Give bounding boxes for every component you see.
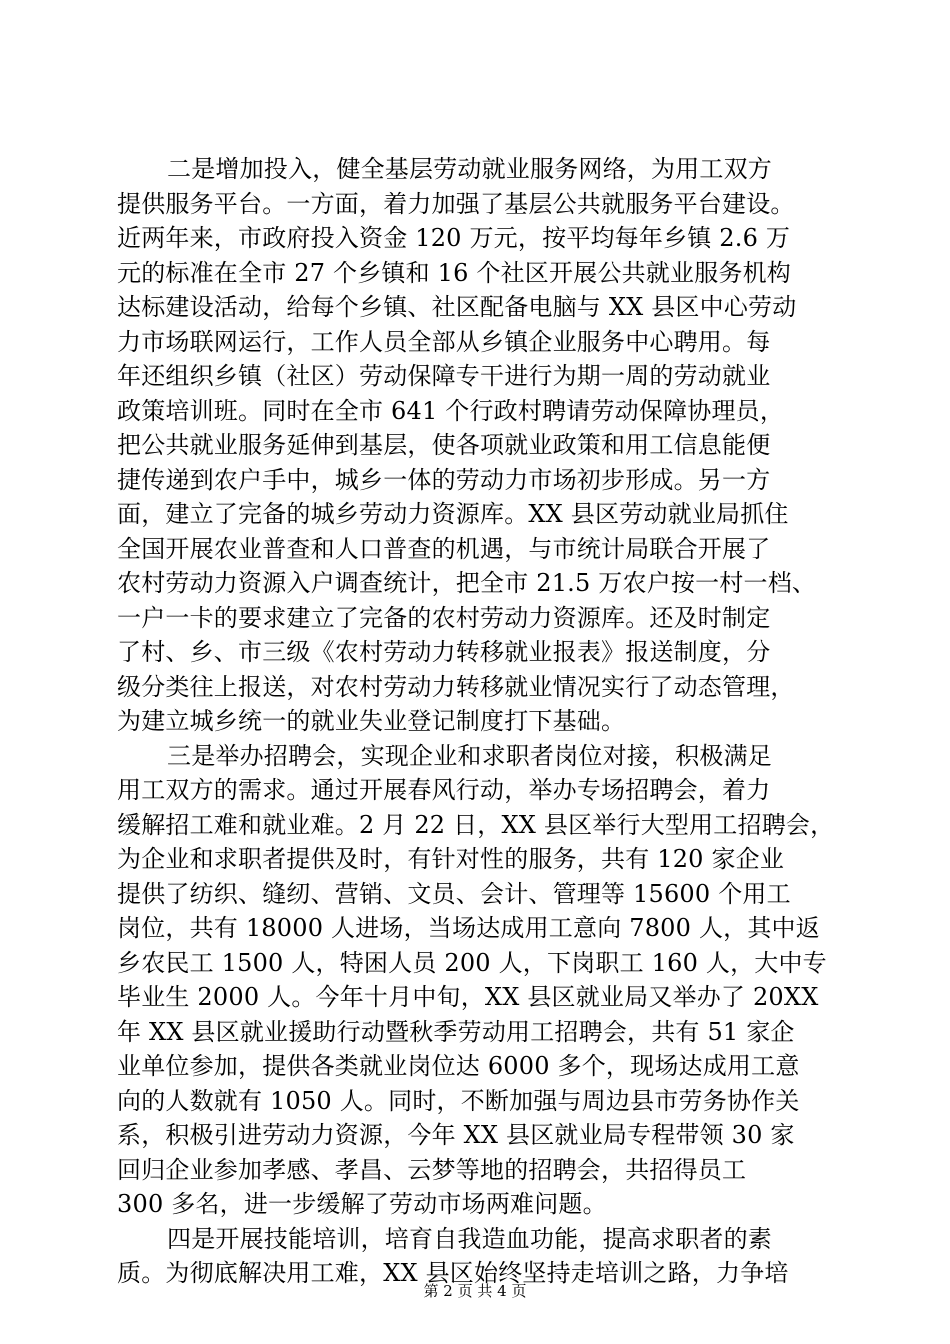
text-line: 乡农民工 1500 人，特困人员 200 人，下岗职工 160 人，大中专 [117,948,827,977]
text-line: 提供了纺织、缝纫、营销、文员、会计、管理等 15600 个用工 [117,879,791,908]
text-line: 元的标准在全市 27 个乡镇和 16 个社区开展公共就业服务机构 [117,258,791,287]
paragraph-first-line: 二是增加投入，健全基层劳动就业服务网络，为用工双方 [167,155,772,183]
text-line: 了村、乡、市三级《农村劳动力转移就业报表》报送制度，分 [117,638,771,666]
text-line: 达标建设活动，给每个乡镇、社区配备电脑与 XX 县区中心劳动 [117,293,797,321]
text-line: 为企业和求职者提供及时，有针对性的服务，共有 120 家企业 [117,845,785,873]
text-line: 毕业生 2000 人。今年十月中旬，XX 县区就业局又举办了 20XX [117,983,819,1011]
paragraph-first-line: 三是举办招聘会，实现企业和求职者岗位对接，积极满足 [167,741,772,770]
page-footer: 第 2 页 共 4 页 [423,1282,527,1300]
text-line: 向的人数就有 1050 人。同时，不断加强与周边县市劳务协作关 [117,1086,800,1115]
text-line: 为建立城乡统一的就业失业登记制度打下基础。 [117,707,626,735]
text-line: 用工双方的需求。通过开展春风行动，举办专场招聘会，着力 [117,776,771,804]
text-line: 近两年来，市政府投入资金 120 万元，按平均每年乡镇 2.6 万 [117,224,791,252]
paragraph-first-line: 四是开展技能培训，培育自我造血功能，提高求职者的素 [167,1224,772,1253]
text-line: 岗位，共有 18000 人进场，当场达成用工意向 7800 人，其中返 [117,914,820,942]
text-line: 政策培训班。同时在全市 641 个行政村聘请劳动保障协理员， [117,396,785,425]
text-line: 业单位参加，提供各类就业岗位达 6000 多个，现场达成用工意 [117,1052,800,1080]
text-line: 年 XX 县区就业援助行动暨秋季劳动用工招聘会，共有 51 家企 [117,1017,795,1046]
text-line: 年还组织乡镇（社区）劳动保障专干进行为期一周的劳动就业 [117,362,771,390]
text-line: 农村劳动力资源入户调查统计，把全市 21.5 万农户按一村一档、 [117,569,817,597]
text-line: 质。为彻底解决用工难，XX 县区始终坚持走培训之路，力争培 [117,1259,789,1287]
text-line: 力市场联网运行，工作人员全部从乡镇企业服务中心聘用。每 [117,327,771,356]
text-line: 提供服务平台。一方面，着力加强了基层公共就服务平台建设。 [117,189,795,218]
text-line: 一户一卡的要求建立了完备的农村劳动力资源库。还及时制定 [117,603,771,632]
text-line: 级分类往上报送，对农村劳动力转移就业情况实行了动态管理， [117,672,795,701]
text-line: 系，积极引进劳动力资源，今年 XX 县区就业局专程带领 30 家 [117,1121,795,1149]
text-line: 缓解招工难和就业难。2 月 22 日，XX 县区举行大型用工招聘会， [117,810,835,839]
text-line: 全国开展农业普查和人口普查的机遇，与市统计局联合开展了 [117,534,771,563]
text-line: 300 多名，进一步缓解了劳动市场两难问题。 [117,1190,607,1218]
text-line: 回归企业参加孝感、孝昌、云梦等地的招聘会，共招得员工 [117,1155,747,1184]
text-line: 把公共就业服务延伸到基层，使各项就业政策和用工信息能便 [117,431,771,459]
body-text [117,152,837,1291]
text-line: 面，建立了完备的城乡劳动力资源库。XX 县区劳动就业局抓住 [117,500,789,528]
text-line: 捷传递到农户手中，城乡一体的劳动力市场初步形成。另一方 [117,465,771,494]
